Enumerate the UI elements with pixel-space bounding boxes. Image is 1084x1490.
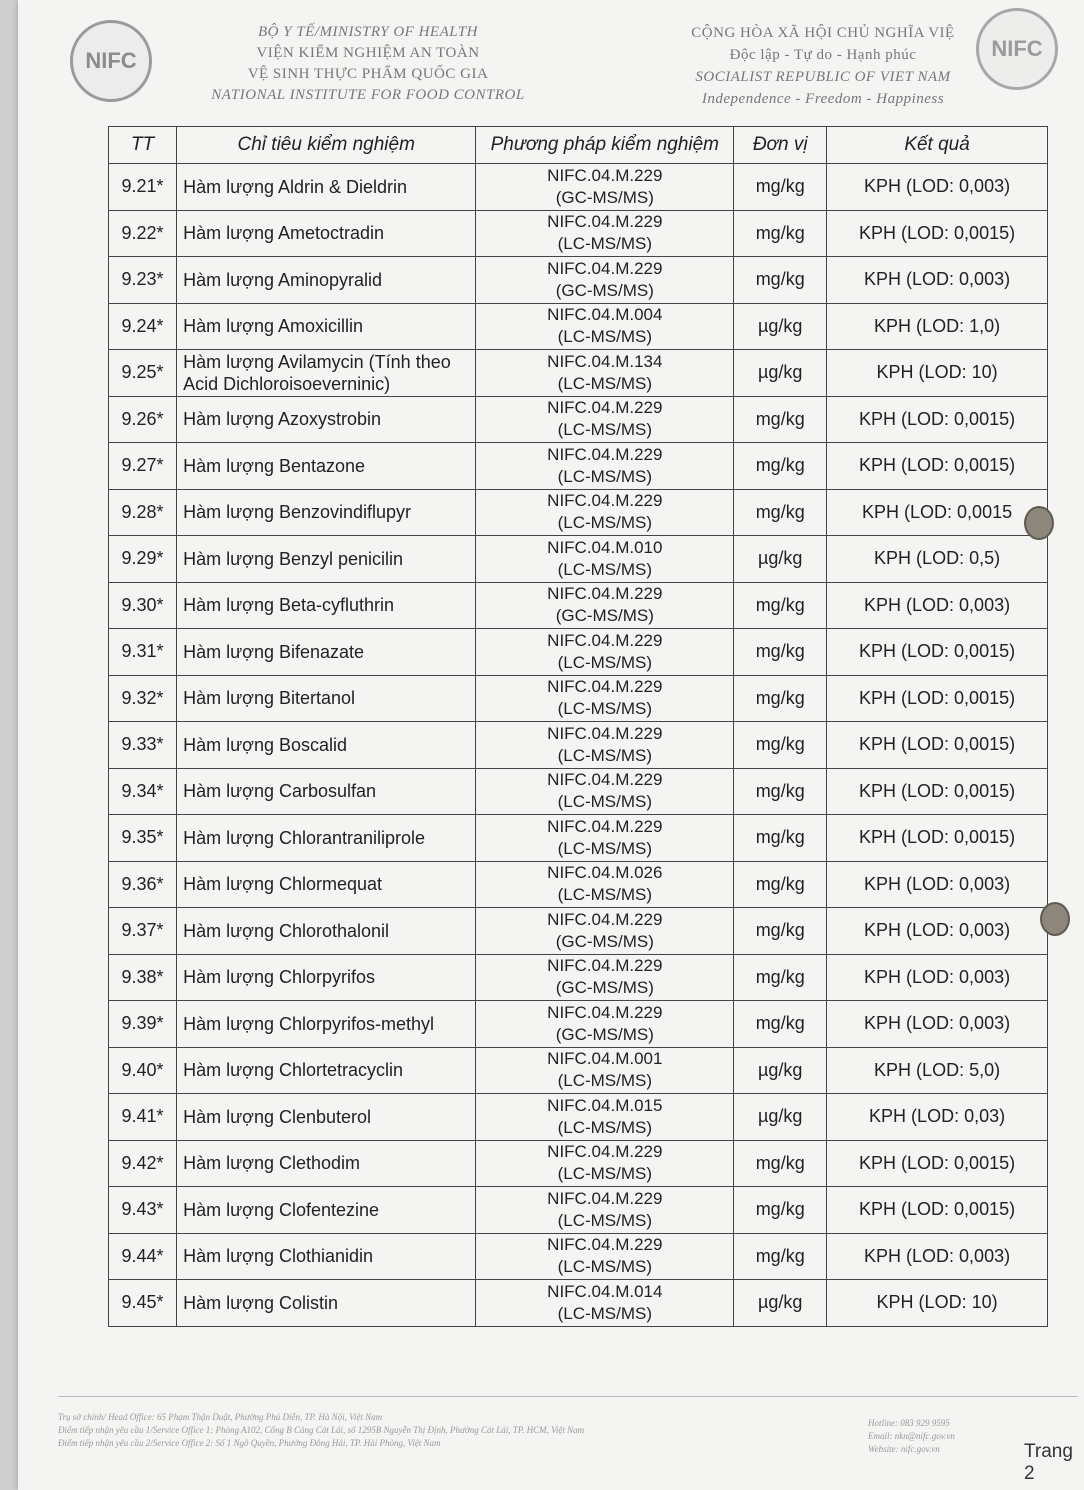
- row-unit: mg/kg: [734, 768, 827, 815]
- republic-header: [648, 22, 998, 110]
- table-body: [109, 164, 1048, 1327]
- row-result: KPH (LOD: 0,0015): [827, 768, 1048, 815]
- method-technique: (LC-MS/MS): [557, 652, 653, 672]
- table-header-row: [109, 127, 1048, 164]
- method-code: NIFC.04.M.229: [547, 212, 663, 232]
- row-method: [476, 1140, 734, 1187]
- row-number: 9.42*: [109, 1140, 177, 1187]
- method-technique: (LC-MS/MS): [557, 1117, 653, 1137]
- method-code: NIFC.04.M.229: [547, 1142, 663, 1162]
- row-number: 9.44*: [109, 1233, 177, 1280]
- method-code: NIFC.04.M.229: [547, 165, 663, 185]
- institute-header: [178, 22, 558, 106]
- row-result: KPH (LOD: 0,003): [827, 164, 1048, 211]
- method-code: NIFC.04.M.134: [547, 351, 663, 371]
- row-target: Hàm lượng Clenbuterol: [177, 1094, 476, 1141]
- row-unit: mg/kg: [734, 582, 827, 629]
- row-method: [476, 675, 734, 722]
- row-target: Hàm lượng Chlorpyrifos: [177, 954, 476, 1001]
- row-target: Hàm lượng Boscalid: [177, 722, 476, 769]
- row-target: Hàm lượng Avilamycin (Tính theo Acid Dichloroisoeverninic): [177, 350, 476, 397]
- header-method: Phương pháp kiểm nghiệm: [476, 127, 734, 164]
- footer-email: Email: nkn@nifc.gov.vn: [868, 1431, 955, 1441]
- row-result: KPH (LOD: 0,5): [827, 536, 1048, 583]
- method-technique: (GC-MS/MS): [555, 280, 654, 300]
- footer-website: Website: nifc.gov.vn: [868, 1444, 940, 1454]
- row-target: Hàm lượng Bifenazate: [177, 629, 476, 676]
- row-result: KPH (LOD: 0,0015): [827, 210, 1048, 257]
- row-unit: mg/kg: [734, 1140, 827, 1187]
- method-code: NIFC.04.M.229: [547, 770, 663, 790]
- method-code: NIFC.04.M.010: [547, 537, 663, 557]
- row-unit: mg/kg: [734, 443, 827, 490]
- row-target: Hàm lượng Azoxystrobin: [177, 396, 476, 443]
- row-target: Hàm lượng Bitertanol: [177, 675, 476, 722]
- row-method: [476, 1001, 734, 1048]
- ministry-line: BỘ Y TẾ/MINISTRY OF HEALTH: [258, 24, 478, 40]
- row-unit: µg/kg: [734, 303, 827, 350]
- table-row: [109, 536, 1048, 583]
- method-technique: (LC-MS/MS): [557, 1303, 653, 1323]
- table-row: [109, 815, 1048, 862]
- row-method: [476, 1047, 734, 1094]
- method-technique: (GC-MS/MS): [555, 978, 654, 998]
- method-technique: (LC-MS/MS): [557, 1210, 653, 1230]
- method-technique: (LC-MS/MS): [557, 373, 653, 393]
- row-target: Hàm lượng Chlortetracyclin: [177, 1047, 476, 1094]
- method-code: NIFC.04.M.015: [547, 1095, 663, 1115]
- row-unit: mg/kg: [734, 675, 827, 722]
- row-unit: mg/kg: [734, 1187, 827, 1234]
- method-technique: (GC-MS/MS): [555, 931, 654, 951]
- method-code: NIFC.04.M.229: [547, 398, 663, 418]
- method-technique: (LC-MS/MS): [557, 699, 653, 719]
- row-result: KPH (LOD: 0,0015: [827, 489, 1048, 536]
- table-row: [109, 1280, 1048, 1327]
- row-method: [476, 582, 734, 629]
- table-row: [109, 675, 1048, 722]
- row-number: 9.29*: [109, 536, 177, 583]
- row-result: KPH (LOD: 0,003): [827, 257, 1048, 304]
- row-result: KPH (LOD: 0,0015): [827, 675, 1048, 722]
- method-code: NIFC.04.M.229: [547, 1188, 663, 1208]
- row-target: Hàm lượng Benzovindiflupyr: [177, 489, 476, 536]
- table-row: [109, 768, 1048, 815]
- row-target: Hàm lượng Clothianidin: [177, 1233, 476, 1280]
- method-technique: (LC-MS/MS): [557, 792, 653, 812]
- method-code: NIFC.04.M.229: [547, 491, 663, 511]
- row-unit: mg/kg: [734, 257, 827, 304]
- row-number: 9.30*: [109, 582, 177, 629]
- row-method: [476, 768, 734, 815]
- table-row: [109, 164, 1048, 211]
- row-number: 9.35*: [109, 815, 177, 862]
- footer-service-office-1: Điểm tiếp nhận yêu cầu 1/Service Office 1: Phòng A102, Cổng B Cảng Cát Lái, số 1295B Nguyễn Thị Định, Phường Cát Lái, TP. HCM, Việt Nam: [58, 1425, 585, 1435]
- method-code: NIFC.04.M.229: [547, 1235, 663, 1255]
- row-target: Hàm lượng Clofentezine: [177, 1187, 476, 1234]
- motto-english: Independence - Freedom - Happiness: [701, 91, 945, 107]
- table-row: [109, 489, 1048, 536]
- method-code: NIFC.04.M.229: [547, 630, 663, 650]
- row-unit: mg/kg: [734, 954, 827, 1001]
- table-row: [109, 1233, 1048, 1280]
- row-number: 9.31*: [109, 629, 177, 676]
- row-result: KPH (LOD: 10): [827, 350, 1048, 397]
- row-method: [476, 350, 734, 397]
- method-technique: (GC-MS/MS): [555, 606, 654, 626]
- row-method: [476, 1094, 734, 1141]
- footer-head-office: Trụ sở chính/ Head Office: 65 Phạm Thận Duật, Phường Phú Diễn, TP. Hà Nội, Việt Nam: [58, 1412, 383, 1422]
- row-target: Hàm lượng Clethodim: [177, 1140, 476, 1187]
- row-method: [476, 489, 734, 536]
- row-number: 9.33*: [109, 722, 177, 769]
- header-tt: TT: [109, 127, 177, 164]
- row-method: [476, 443, 734, 490]
- row-unit: µg/kg: [734, 536, 827, 583]
- row-method: [476, 1233, 734, 1280]
- table-row: [109, 722, 1048, 769]
- row-method: [476, 257, 734, 304]
- row-target: Hàm lượng Beta-cyfluthrin: [177, 582, 476, 629]
- row-method: [476, 303, 734, 350]
- row-number: 9.23*: [109, 257, 177, 304]
- document-page: [18, 0, 1084, 1490]
- method-technique: (LC-MS/MS): [557, 885, 653, 905]
- row-method: [476, 164, 734, 211]
- row-target: Hàm lượng Chlormequat: [177, 861, 476, 908]
- method-code: NIFC.04.M.229: [547, 816, 663, 836]
- row-target: Hàm lượng Aminopyralid: [177, 257, 476, 304]
- row-result: KPH (LOD: 0,0015): [827, 1140, 1048, 1187]
- row-unit: mg/kg: [734, 908, 827, 955]
- row-number: 9.41*: [109, 1094, 177, 1141]
- table-row: [109, 443, 1048, 490]
- method-technique: (LC-MS/MS): [557, 838, 653, 858]
- method-code: NIFC.04.M.004: [547, 305, 663, 325]
- row-method: [476, 954, 734, 1001]
- method-code: NIFC.04.M.229: [547, 444, 663, 464]
- table-row: [109, 210, 1048, 257]
- row-result: KPH (LOD: 0,0015): [827, 443, 1048, 490]
- page-number: Trang 2: [1024, 1441, 1073, 1484]
- republic-line: CỘNG HÒA XÃ HỘI CHỦ NGHĨA VIỆ: [691, 25, 955, 41]
- row-unit: µg/kg: [734, 1094, 827, 1141]
- institute-english: NATIONAL INSTITUTE FOR FOOD CONTROL: [211, 87, 525, 103]
- row-target: Hàm lượng Benzyl penicilin: [177, 536, 476, 583]
- method-code: NIFC.04.M.229: [547, 723, 663, 743]
- row-unit: mg/kg: [734, 164, 827, 211]
- institute-line-2: VỆ SINH THỰC PHẨM QUỐC GIA: [247, 66, 489, 82]
- results-table: [108, 126, 1048, 1327]
- row-result: KPH (LOD: 0,0015): [827, 396, 1048, 443]
- row-number: 9.36*: [109, 861, 177, 908]
- row-unit: mg/kg: [734, 1001, 827, 1048]
- row-target: Hàm lượng Chlorantraniliprole: [177, 815, 476, 862]
- row-number: 9.34*: [109, 768, 177, 815]
- table-row: [109, 629, 1048, 676]
- table-row: [109, 861, 1048, 908]
- header-result: Kết quả: [827, 127, 1048, 164]
- row-result: KPH (LOD: 0,003): [827, 861, 1048, 908]
- row-method: [476, 815, 734, 862]
- row-unit: mg/kg: [734, 629, 827, 676]
- table-row: [109, 908, 1048, 955]
- row-unit: mg/kg: [734, 722, 827, 769]
- row-number: 9.25*: [109, 350, 177, 397]
- row-number: 9.26*: [109, 396, 177, 443]
- row-result: KPH (LOD: 0,03): [827, 1094, 1048, 1141]
- row-number: 9.28*: [109, 489, 177, 536]
- row-result: KPH (LOD: 0,003): [827, 908, 1048, 955]
- row-result: KPH (LOD: 0,003): [827, 582, 1048, 629]
- row-target: Hàm lượng Carbosulfan: [177, 768, 476, 815]
- table-row: [109, 303, 1048, 350]
- method-technique: (LC-MS/MS): [557, 1164, 653, 1184]
- method-code: NIFC.04.M.001: [547, 1049, 663, 1069]
- nifc-logo-left: NIFC: [70, 20, 152, 102]
- row-result: KPH (LOD: 10): [827, 1280, 1048, 1327]
- row-result: KPH (LOD: 0,0015): [827, 1187, 1048, 1234]
- row-unit: mg/kg: [734, 396, 827, 443]
- header-unit: Đơn vị: [734, 127, 827, 164]
- row-target: Hàm lượng Aldrin & Dieldrin: [177, 164, 476, 211]
- row-number: 9.24*: [109, 303, 177, 350]
- table-row: [109, 954, 1048, 1001]
- row-number: 9.37*: [109, 908, 177, 955]
- table-row: [109, 257, 1048, 304]
- row-result: KPH (LOD: 1,0): [827, 303, 1048, 350]
- row-target: Hàm lượng Colistin: [177, 1280, 476, 1327]
- table-row: [109, 582, 1048, 629]
- method-technique: (LC-MS/MS): [557, 513, 653, 533]
- row-method: [476, 722, 734, 769]
- document-header: [18, 0, 1084, 120]
- header-target: Chỉ tiêu kiểm nghiệm: [177, 127, 476, 164]
- table-row: [109, 1094, 1048, 1141]
- row-method: [476, 210, 734, 257]
- method-code: NIFC.04.M.026: [547, 863, 663, 883]
- punch-hole: [1024, 506, 1054, 540]
- table-row: [109, 1047, 1048, 1094]
- method-technique: (LC-MS/MS): [557, 327, 653, 347]
- method-code: NIFC.04.M.229: [547, 677, 663, 697]
- punch-hole: [1040, 902, 1070, 936]
- table-row: [109, 1001, 1048, 1048]
- footer-contact: [868, 1417, 988, 1456]
- institute-line-1: VIỆN KIỂM NGHIỆM AN TOÀN: [256, 45, 480, 61]
- row-result: KPH (LOD: 0,003): [827, 954, 1048, 1001]
- row-method: [476, 1280, 734, 1327]
- row-method: [476, 536, 734, 583]
- method-code: NIFC.04.M.229: [547, 956, 663, 976]
- method-technique: (GC-MS/MS): [555, 187, 654, 207]
- row-number: 9.45*: [109, 1280, 177, 1327]
- method-technique: (LC-MS/MS): [557, 1071, 653, 1091]
- footer-hotline: Hotline: 083 929 9595: [868, 1418, 950, 1428]
- method-technique: (LC-MS/MS): [557, 1257, 653, 1277]
- footer-addresses: [58, 1411, 858, 1450]
- row-method: [476, 861, 734, 908]
- nifc-stamp-right: NIFC: [976, 8, 1058, 90]
- method-code: NIFC.04.M.229: [547, 909, 663, 929]
- row-target: Hàm lượng Amoxicillin: [177, 303, 476, 350]
- row-unit: mg/kg: [734, 489, 827, 536]
- row-method: [476, 1187, 734, 1234]
- row-unit: mg/kg: [734, 861, 827, 908]
- table-row: [109, 396, 1048, 443]
- method-technique: (LC-MS/MS): [557, 559, 653, 579]
- row-unit: mg/kg: [734, 815, 827, 862]
- method-code: NIFC.04.M.229: [547, 1002, 663, 1022]
- table-row: [109, 1140, 1048, 1187]
- row-result: KPH (LOD: 0,0015): [827, 629, 1048, 676]
- row-target: Hàm lượng Ametoctradin: [177, 210, 476, 257]
- table-row: [109, 350, 1048, 397]
- row-number: 9.39*: [109, 1001, 177, 1048]
- row-number: 9.27*: [109, 443, 177, 490]
- row-number: 9.38*: [109, 954, 177, 1001]
- footer-service-office-2: Điểm tiếp nhận yêu cầu 2/Service Office 2: Số 1 Ngô Quyền, Phường Đông Hải, TP. Hải Phòng, Việt Nam: [58, 1438, 441, 1448]
- row-result: KPH (LOD: 0,003): [827, 1001, 1048, 1048]
- row-method: [476, 396, 734, 443]
- row-unit: µg/kg: [734, 350, 827, 397]
- row-number: 9.21*: [109, 164, 177, 211]
- row-unit: µg/kg: [734, 1280, 827, 1327]
- row-number: 9.22*: [109, 210, 177, 257]
- row-number: 9.43*: [109, 1187, 177, 1234]
- row-number: 9.32*: [109, 675, 177, 722]
- method-technique: (LC-MS/MS): [557, 466, 653, 486]
- row-target: Hàm lượng Chlorpyrifos-methyl: [177, 1001, 476, 1048]
- row-unit: mg/kg: [734, 210, 827, 257]
- method-code: NIFC.04.M.014: [547, 1281, 663, 1301]
- republic-english: SOCIALIST REPUBLIC OF VIET NAM: [695, 69, 951, 85]
- row-method: [476, 629, 734, 676]
- row-result: KPH (LOD: 0,003): [827, 1233, 1048, 1280]
- row-result: KPH (LOD: 0,0015): [827, 722, 1048, 769]
- method-code: NIFC.04.M.229: [547, 584, 663, 604]
- row-target: Hàm lượng Bentazone: [177, 443, 476, 490]
- row-method: [476, 908, 734, 955]
- row-unit: µg/kg: [734, 1047, 827, 1094]
- method-code: NIFC.04.M.229: [547, 258, 663, 278]
- method-technique: (LC-MS/MS): [557, 234, 653, 254]
- motto-line: Độc lập - Tự do - Hạnh phúc: [729, 47, 917, 63]
- row-result: KPH (LOD: 5,0): [827, 1047, 1048, 1094]
- method-technique: (LC-MS/MS): [557, 745, 653, 765]
- method-technique: (LC-MS/MS): [557, 420, 653, 440]
- method-technique: (GC-MS/MS): [555, 1024, 654, 1044]
- row-result: KPH (LOD: 0,0015): [827, 815, 1048, 862]
- row-target: Hàm lượng Chlorothalonil: [177, 908, 476, 955]
- row-unit: mg/kg: [734, 1233, 827, 1280]
- document-footer: [58, 1396, 1078, 1484]
- table-row: [109, 1187, 1048, 1234]
- row-number: 9.40*: [109, 1047, 177, 1094]
